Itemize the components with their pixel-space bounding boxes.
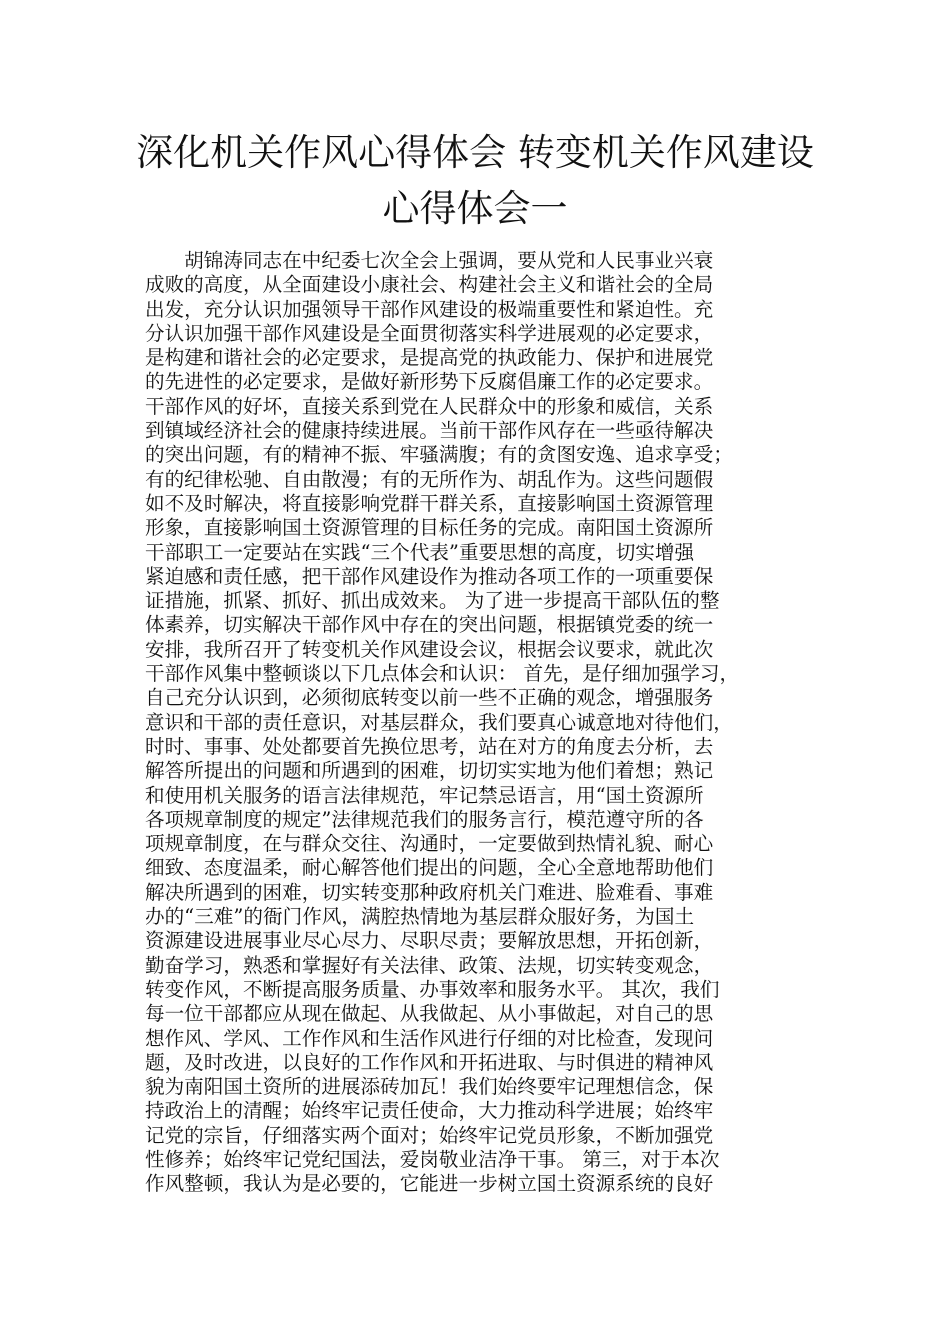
body-text-line: 资源建设进展事业尽心尽力、尽职尽责；要解放思想，开拓创新， [145, 929, 714, 953]
body-text-line: 到镇域经济社会的健康持续进展。当前干部作风存在一些亟待解决 [145, 419, 714, 443]
body-text-line: 的突出问题，有的精神不振、牢骚满腹；有的贪图安逸、追求享受； [145, 443, 733, 467]
document-title [100, 125, 850, 237]
body-text-line: 分认识加强干部作风建设是全面贯彻落实科学进展观的必定要求， [145, 321, 714, 345]
body-text-line: 想作风、学风、工作作风和生活作风进行仔细的对比检查，发现问 [145, 1026, 714, 1050]
body-text-line: 貌为南阳国土资所的进展添砖加瓦！我们始终要牢记理想信念，保 [145, 1075, 714, 1099]
body-text-line: 成败的高度，从全面建设小康社会、构建社会主义和谐社会的全局 [145, 273, 714, 297]
body-text-line: 出发，充分认识加强领导干部作风建设的极端重要性和紧迫性。充 [145, 297, 714, 321]
body-text-line: 持政治上的清醒；始终牢记责任使命，大力推动科学进展；始终牢 [145, 1099, 714, 1123]
document-body [145, 249, 825, 1197]
body-text-line: 细致、态度温柔，耐心解答他们提出的问题，全心全意地帮助他们 [145, 856, 714, 880]
body-text-line: 意识和干部的责任意识，对基层群众，我们要真心诚意地对待他们， [145, 710, 733, 734]
body-text-line: 作风整顿，我认为是必要的，它能进一步树立国土资源系统的良好 [145, 1172, 714, 1196]
body-text-line: 时时、事事、处处都要首先换位思考，站在对方的角度去分析，去 [145, 734, 714, 758]
body-text-line: 干部职工一定要站在实践“三个代表”重要思想的高度，切实增强 [145, 540, 695, 564]
body-text-line: 安排，我所召开了转变机关作风建设会议，根据会议要求，就此次 [145, 637, 714, 661]
body-text-line: 形象，直接影响国土资源管理的目标任务的完成。南阳国土资源所 [145, 516, 714, 540]
body-text-line: 紧迫感和责任感，把干部作风建设作为推动各项工作的一项重要保 [145, 564, 714, 588]
body-text-line: 勤奋学习，熟悉和掌握好有关法律、政策、法规，切实转变观念， [145, 953, 714, 977]
body-text-line: 证措施，抓紧、抓好、抓出成效来。 为了进一步提高干部队伍的整 [145, 589, 720, 613]
body-text-line: 各项规章制度的规定”法律规范我们的服务言行，模范遵守所的各 [145, 807, 704, 831]
body-text-line: 每一位干部都应从现在做起、从我做起、从小事做起，对自己的思 [145, 1002, 714, 1026]
body-text-line: 是构建和谐社会的必定要求，是提高党的执政能力、保护和进展党 [145, 346, 714, 370]
body-text-line: 解答所提出的问题和所遇到的困难，切切实实地为他们着想；熟记 [145, 759, 714, 783]
title-line: 心得体会一 [382, 187, 568, 230]
body-text-line: 性修养；始终牢记党纪国法，爱岗敬业洁净干事。 第三，对于本次 [145, 1147, 720, 1171]
body-text-line: 和使用机关服务的语言法律规范，牢记禁忌语言，用“国土资源所 [145, 783, 704, 807]
body-text-line: 项规章制度，在与群众交往、沟通时，一定要做到热情礼貌、耐心 [145, 832, 714, 856]
body-text-line: 胡锦涛同志在中纪委七次全会上强调，要从党和人民事业兴衰 [145, 249, 714, 272]
body-text-line: 如不及时解决，将直接影响党群干群关系，直接影响国土资源管理 [145, 491, 714, 515]
body-text-line: 自己充分认识到，必须彻底转变以前一些不正确的观念，增强服务 [145, 686, 714, 710]
body-text-line: 干部作风的好坏，直接关系到党在人民群众中的形象和威信，关系 [145, 394, 714, 418]
body-text-line: 解决所遇到的困难，切实转变那种政府机关门难进、脸难看、事难 [145, 880, 714, 904]
body-text-line: 干部作风集中整顿谈以下几点体会和认识： 首先，是仔细加强学习， [145, 662, 740, 686]
body-text-line: 题，及时改进，以良好的工作作风和开拓进取、与时俱进的精神风 [145, 1050, 714, 1074]
body-text-line: 记党的宗旨，仔细落实两个面对；始终牢记党员形象，不断加强党 [145, 1123, 714, 1147]
body-text-line: 转变作风，不断提高服务质量、办事效率和服务水平。 其次，我们 [145, 977, 720, 1001]
body-text-line: 办的“三难”的衙门作风，满腔热情地为基层群众服好务，为国土 [145, 905, 695, 929]
title-line: 深化机关作风心得体会 转变机关作风建设 [136, 131, 814, 174]
body-text-line: 的先进性的必定要求，是做好新形势下反腐倡廉工作的必定要求。 [145, 370, 714, 394]
body-text-line: 有的纪律松驰、自由散漫；有的无所作为、胡乱作为。这些问题假 [145, 467, 714, 491]
body-text-line: 体素养，切实解决干部作风中存在的突出问题，根据镇党委的统一 [145, 613, 714, 637]
